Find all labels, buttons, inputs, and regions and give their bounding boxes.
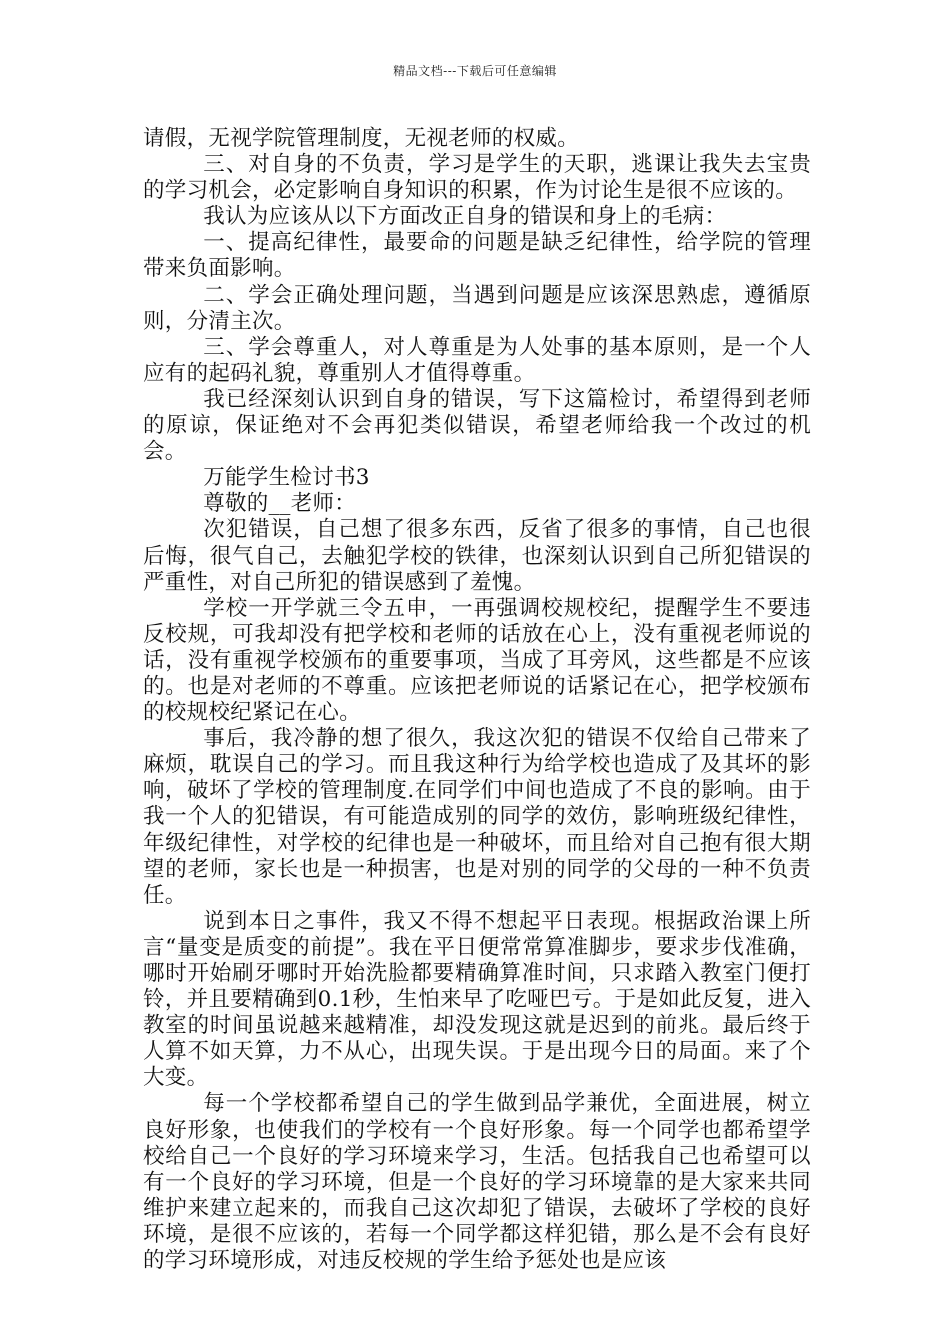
- paragraph: 请假，无视学院管理制度，无视老师的权威。: [143, 126, 580, 151]
- salutation: 尊敬的__老师：: [203, 491, 357, 517]
- paragraph: 我已经深刻认识到自身的错误，写下这篇检讨，希望得到老师的原谅，保证绝对不会再犯类似错误，希望老师给我一个改过的机会。: [143, 386, 811, 465]
- page-header: 精品文档---下载后可任意编辑: [393, 64, 557, 78]
- paragraph: 三、对自身的不负责，学习是学生的天职，逃课让我失去宝贵的学习机会，必定影响自身知识的积累，作为讨论生是很不应该的。: [143, 152, 811, 204]
- paragraph: 我认为应该从以下方面改正自身的错误和身上的毛病：: [203, 204, 727, 230]
- paragraph: 二、学会正确处理问题，当遇到问题是应该深思熟虑，遵循原则，分清主次。: [143, 282, 811, 334]
- document-body: [143, 126, 811, 1274]
- section-title: 万能学生检讨书3: [203, 465, 370, 491]
- paragraph: 事后，我冷静的想了很久，我这次犯的错误不仅给自己带来了麻烦，耽误自己的学习。而且我这种行为给学校也造成了及其坏的影响，破坏了学校的管理制度.在同学们中间也造成了不良的影响。由于我一个人的犯错误，有可能造成别的同学的效仿，影响班级纪律性，年级纪律性，对学校的纪律也是一种破坏，而且给对自己抱有很大期望的老师，家长也是一种损害，也是对别的同学的父母的一种不负责任。: [143, 726, 811, 908]
- paragraph: 学校一开学就三令五申，一再强调校规校纪，提醒学生不要违反校规，可我却没有把学校和老师的话放在心上，没有重视老师说的话，没有重视学校颁布的重要事项，当成了耳旁风，这些都是不应该的。也是对老师的不尊重。应该把老师说的话紧记在心，把学校颁布的校规校纪紧记在心。: [143, 595, 811, 726]
- paragraph: 三、学会尊重人，对人尊重是为人处事的基本原则，是一个人应有的起码礼貌，尊重别人才值得尊重。: [143, 334, 811, 386]
- paragraph: 每一个学校都希望自己的学生做到品学兼优，全面进展，树立良好形象，也使我们的学校有一个良好形象。每一个同学也都希望学校给自己一个良好的学习环境来学习，生活。包括我自己也希望可以有一个良好的学习环境，但是一个良好的学习环境靠的是大家来共同维护来建立起来的，而我自己这次却犯了错误，去破坏了学校的良好环境，是很不应该的，若每一个同学都这样犯错，那么是不会有良好的学习环境形成，对违反校规的学生给予惩处也是应该: [143, 1091, 811, 1274]
- paragraph: 说到本日之事件，我又不得不想起平日表现。根据政治课上所言“量变是质变的前提”。我在平日便常常算准脚步，要求步伐准确，哪时开始刷牙哪时开始洗脸都要精确算准时间，只求踏入教室门便打铃，并且要精确到0.1秒，生怕来早了吃哑巴亏。于是如此反复，进入教室的时间虽说越来越精准，却没发现这就是迟到的前兆。最后终于人算不如天算，力不从心，出现失误。于是出现今日的局面。来了个大变。: [143, 908, 811, 1091]
- paragraph: 次犯错误，自己想了很多东西，反省了很多的事情，自己也很后悔，很气自己，去触犯学校的铁律，也深刻认识到自己所犯错误的严重性，对自己所犯的错误感到了羞愧。: [143, 517, 811, 595]
- paragraph: 一、提高纪律性，最要命的问题是缺乏纪律性，给学院的管理带来负面影响。: [143, 230, 811, 282]
